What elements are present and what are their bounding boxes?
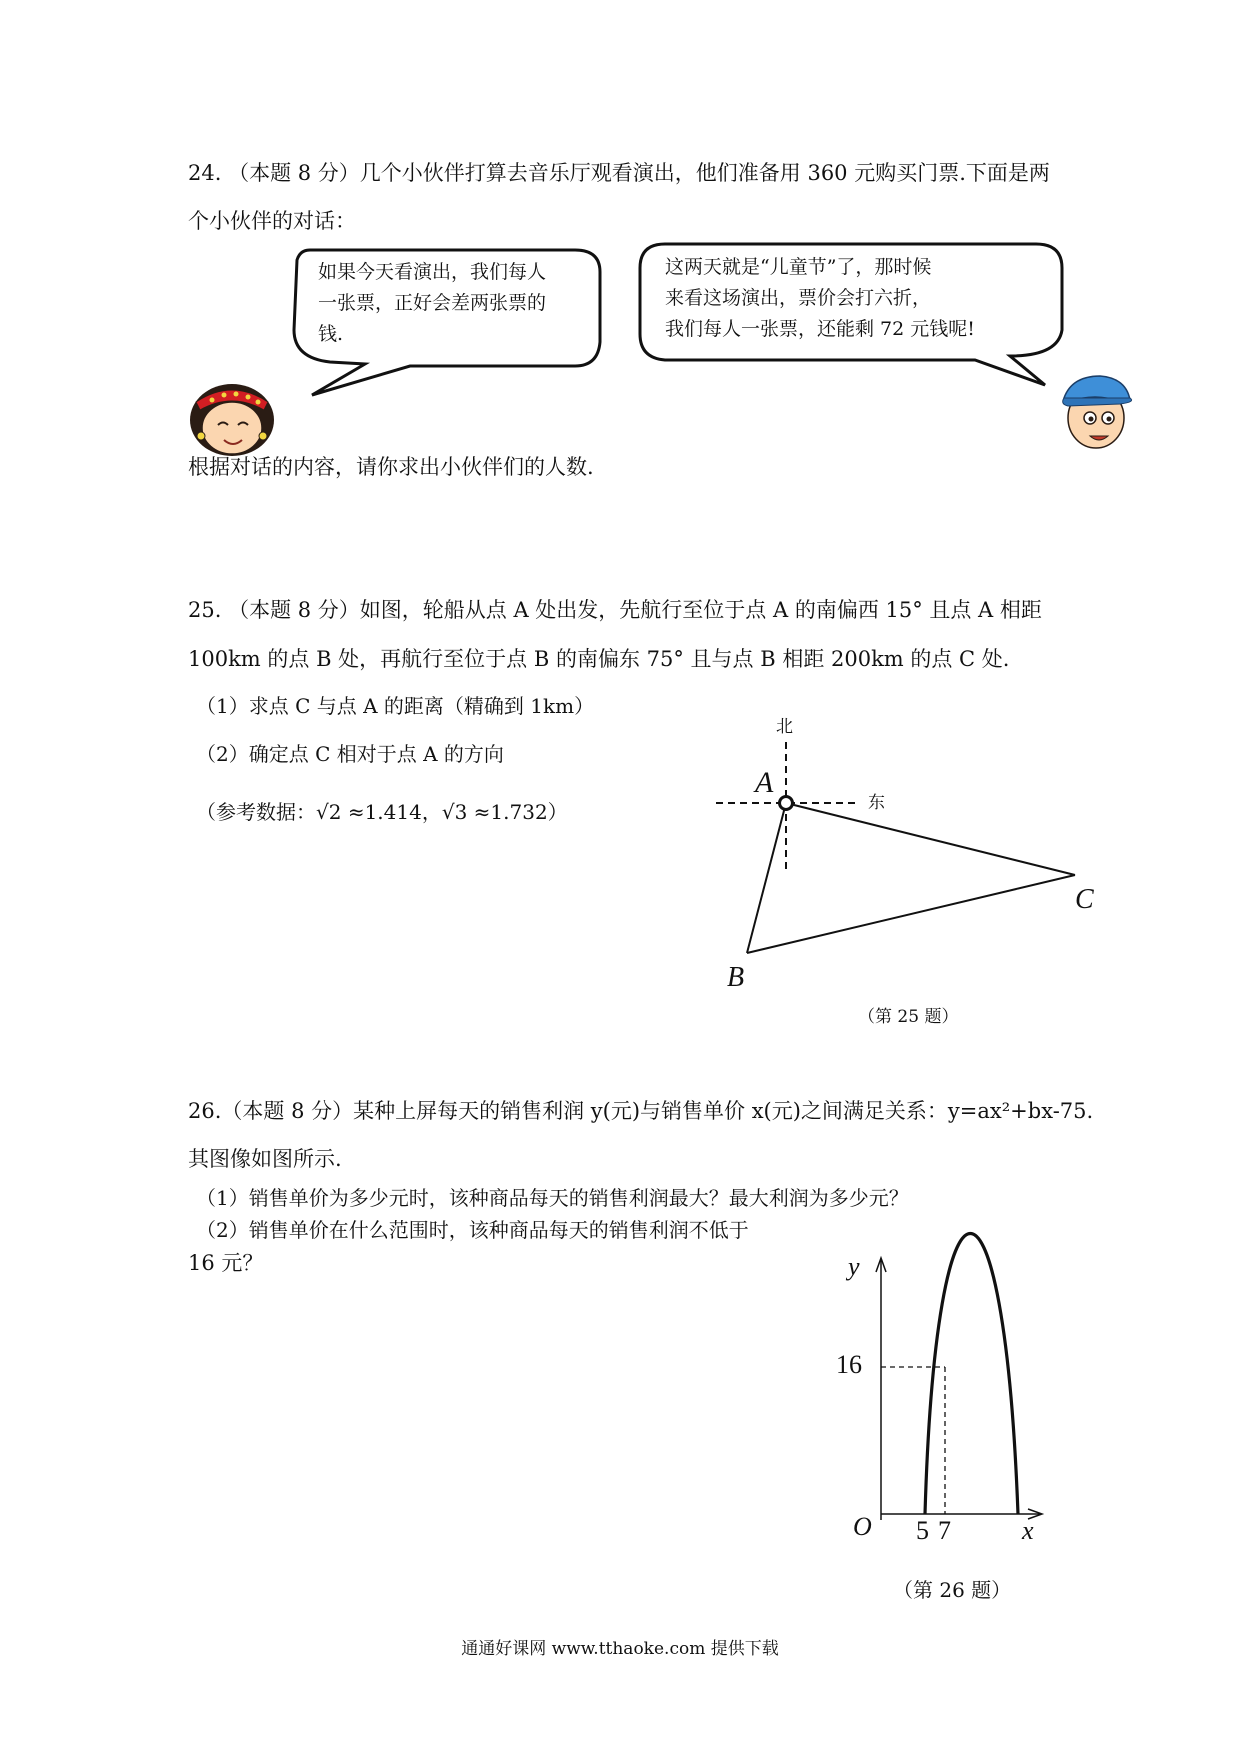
y-tick-16: 16: [836, 1350, 862, 1379]
point-b-label: B: [727, 962, 745, 993]
right-bubble-line1: 这两天就是“儿童节”了，那时候: [665, 256, 932, 278]
q24-question: 根据对话的内容，请你求出小伙伴们的人数.: [188, 455, 594, 479]
page-footer: 通通好课网 www.tthaoke.com 提供下载: [461, 1639, 779, 1659]
q25-part2: （2）确定点 C 相对于点 A 的方向: [196, 742, 504, 766]
y-axis-label: y: [848, 1252, 860, 1281]
q26-caption: （第 26 题）: [893, 1578, 1012, 1602]
right-bubble-line3: 我们每人一张票，还能剩 72 元钱呢!: [665, 318, 975, 340]
north-label: 北: [776, 717, 793, 737]
right-bubble-line2: 来看这场演出，票价会打六折，: [665, 287, 932, 309]
left-bubble-line3: 钱.: [318, 323, 344, 345]
q25-caption: （第 25 题）: [858, 1007, 959, 1027]
q25-reference: （参考数据：√2 ≈1.414，√3 ≈1.732）: [196, 800, 568, 824]
q26-line2: 其图像如图所示.: [188, 1147, 342, 1171]
x-tick-7: 7: [938, 1516, 951, 1545]
q26-line1: 26.（本题 8 分）某种上屏每天的销售利润 y(元)与销售单价 x(元)之间满足关系：y=ax²+bx-75.: [188, 1099, 1094, 1123]
q26-part1: （1）销售单价为多少元时，该种商品每天的销售利润最大？最大利润为多少元？: [196, 1186, 909, 1210]
q25-line1: 25. （本题 8 分）如图，轮船从点 A 处出发，先航行至位于点 A 的南偏西 15° 且点 A 相距: [188, 598, 1042, 622]
east-label: 东: [868, 793, 885, 813]
q24-line2: 个小伙伴的对话：: [188, 209, 356, 233]
x-tick-5: 5: [916, 1516, 929, 1545]
x-axis-label: x: [1022, 1516, 1034, 1545]
point-a-label: A: [755, 766, 774, 799]
origin-label: O: [853, 1512, 872, 1541]
left-bubble-line2: 一张票，正好会差两张票的: [318, 292, 547, 314]
left-bubble-line1: 如果今天看演出，我们每人: [318, 261, 547, 283]
parabola-curve: [925, 1234, 1018, 1515]
q26-part2: （2）销售单价在什么范围时，该种商品每天的销售利润不低于: [196, 1218, 749, 1242]
q24-line1: 24. （本题 8 分）几个小伙伴打算去音乐厅观看演出，他们准备用 360 元购买门票.下面是两: [188, 161, 1050, 185]
q26-part2-cont: 16 元？: [188, 1251, 264, 1275]
q25-line2: 100km 的点 B 处，再航行至位于点 B 的南偏东 75° 且与点 B 相距 200km 的点 C 处.: [188, 647, 1010, 671]
q25-part1: （1）求点 C 与点 A 的距离（精确到 1km）: [196, 694, 595, 718]
point-c-label: C: [1075, 884, 1094, 915]
